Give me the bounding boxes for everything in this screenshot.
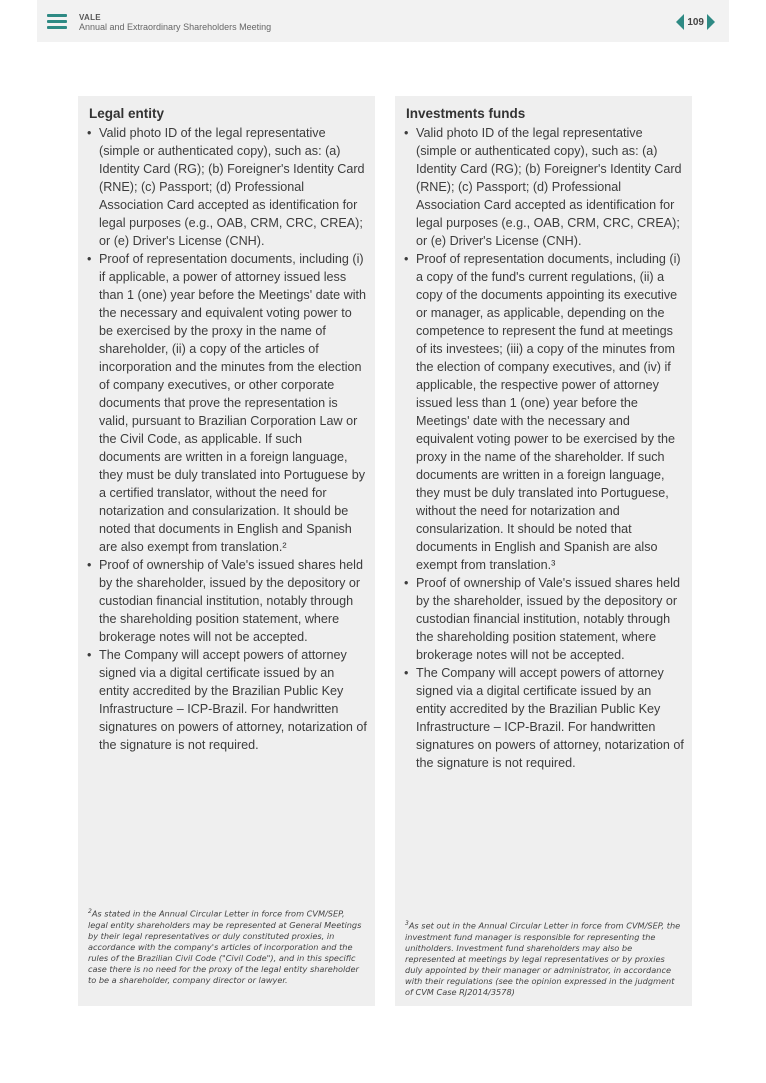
list-item: • Proof of representation documents, including (i) a copy of the fund's current regulations, (ii) a copy of the documents appointing its executive or manager, as applicable, depending on the competence to represent the fund at meetings of its investees; (iii) a copy of the minutes from the election of company executives, and (iv) if applicable, the respective power of attorney issued less than 1 (one) year before the Meetings' date with the necessary and equivalent voting power to be exercised by the proxy in the name of the shareholder. If such documents are written in a foreign language, they must be duly translated into Portuguese, without the need for notarization and consularization. It should be noted that documents in English and Spanish are also exempt from translation.³	[404, 250, 684, 574]
next-page-icon[interactable]	[707, 14, 715, 30]
footnote-text: As stated in the Annual Circular Letter in force from CVM/SEP, legal entity shareholders may be represented at General Meetings by their legal representatives or duly constituted proxies, in accordance with the company's articles of incorporation and the rules of the Brazilian Civil Code ("Civil Code"), and in this specific case there is no need for the proxy of the legal entity shareholder to be a shareholder, company director or lawyer.	[88, 908, 362, 985]
list-item: • Proof of representation documents, including (i) if applicable, a power of attorney issued less than 1 (one) year before the Meetings' date with the necessary and equivalent voting power to be exercised by the proxy in the name of shareholder, (ii) a copy of the articles of incorporation and the minutes from the election of company executives, or other corporate documents that prove the representation is valid, pursuant to Brazilian Corporation Law or the Civil Code, as applicable. If such documents are written in a foreign language, they must be duly translated into Portuguese by a certified translator, without the need for notarization and consularization. It should be noted that documents in English and Spanish are also exempt from translation.²	[87, 250, 367, 556]
footnote-3	[405, 918, 683, 998]
page-navigator	[676, 13, 715, 31]
list-item: • Proof of ownership of Vale's issued shares held by the shareholder, issued by the depository or custodian financial institution, notably through the shareholding position statement, where brokerage notes will not be accepted.	[87, 556, 367, 646]
investment-funds-list	[404, 124, 684, 772]
document-subtitle: Annual and Extraordinary Shareholders Meeting	[79, 22, 272, 32]
footnote-mark: 3	[405, 920, 409, 927]
previous-page-icon[interactable]	[676, 14, 684, 30]
brand-name: VALE	[79, 13, 101, 22]
legal-entity-panel	[78, 96, 375, 1006]
investment-funds-panel	[395, 96, 692, 1006]
footnote-text: As set out in the Annual Circular Letter in force from CVM/SEP, the investment fund manager is responsible for representing the unitholders. Investment fund shareholders may also be represented at meetings by legal representatives or by proxies duly appointed by their manager or administrator, in accordance with their regulations (see the opinion expressed in the judgment of CVM Case RJ2014/3578)	[405, 920, 681, 997]
page-number: 109	[687, 16, 704, 28]
legal-entity-list	[87, 124, 367, 754]
investment-funds-heading: Investments funds	[406, 106, 526, 121]
hamburger-menu-icon[interactable]	[47, 14, 67, 30]
list-item: • Proof of ownership of Vale's issued shares held by the shareholder, issued by the depository or custodian financial institution, notably through the shareholding position statement, where brokerage notes will not be accepted.	[404, 574, 684, 664]
footnote-2	[88, 906, 366, 986]
list-item: • Valid photo ID of the legal representative (simple or authenticated copy), such as: (a) Identity Card (RG); (b) Foreigner's Identity Card (RNE); (c) Passport; (d) Professional Association Card accepted as identification for legal purposes (e.g., OAB, CRM, CRC, CREA); or (e) Driver's License (CNH).	[87, 124, 367, 250]
page-header	[37, 0, 729, 42]
footnote-mark: 2	[88, 908, 92, 915]
list-item: • The Company will accept powers of attorney signed via a digital certificate issued by an entity accredited by the Brazilian Public Key Infrastructure – ICP-Brazil. For handwritten signatures on powers of attorney, notarization of the signature is not required.	[404, 664, 684, 772]
legal-entity-heading: Legal entity	[89, 106, 165, 121]
list-item: • The Company will accept powers of attorney signed via a digital certificate issued by an entity accredited by the Brazilian Public Key Infrastructure – ICP-Brazil. For handwritten signatures on powers of attorney, notarization of the signature is not required.	[87, 646, 367, 754]
brand-block	[79, 13, 271, 33]
list-item: • Valid photo ID of the legal representative (simple or authenticated copy), such as: (a) Identity Card (RG); (b) Foreigner's Identity Card (RNE); (c) Passport; (d) Professional Association Card accepted as identification for legal purposes (e.g., OAB, CRM, CRC, CREA); or (e) Driver's License (CNH).	[404, 124, 684, 250]
